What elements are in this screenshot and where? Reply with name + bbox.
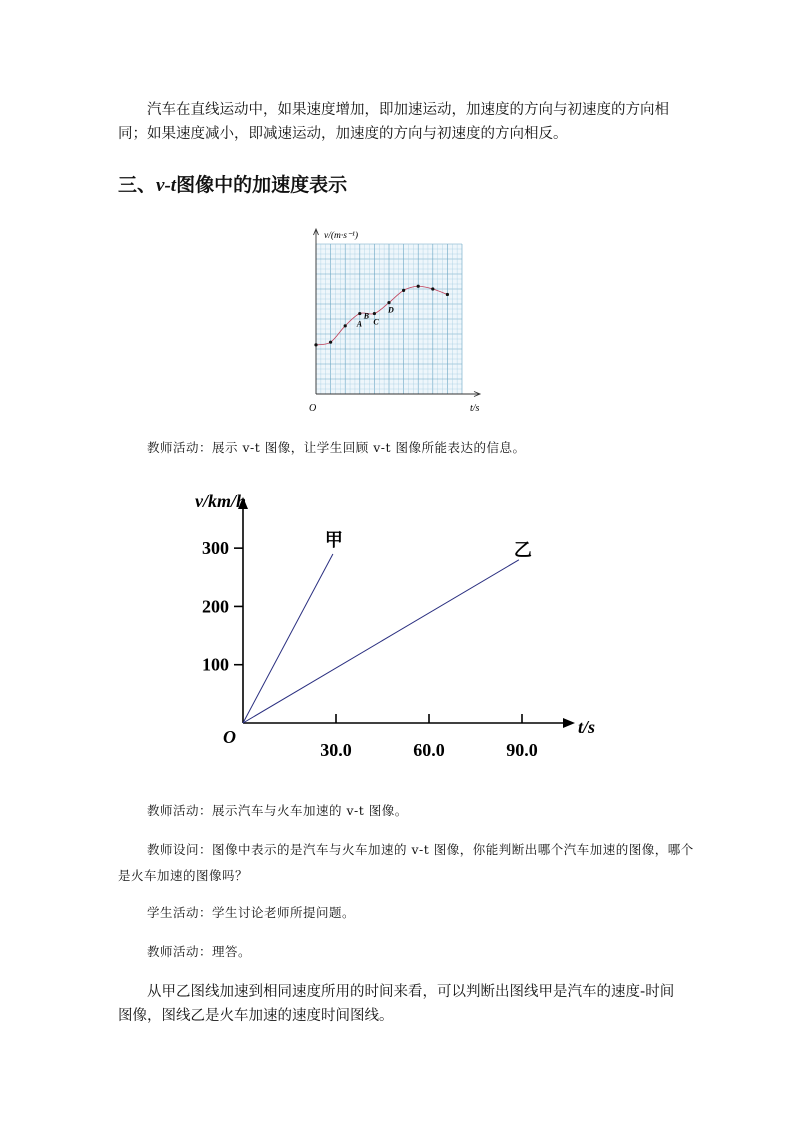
data-point [344,324,347,327]
data-point [431,287,434,290]
car-train-chart [190,485,610,775]
y-axis-label: v/km/h [195,491,247,511]
section-heading [118,170,347,197]
caption-2: 教师活动：展示汽车与火车加速的 v-t 图像。 [147,803,408,818]
data-point [417,285,420,288]
caption-1: 教师活动：展示 v-t 图像，让学生回顾 v-t 图像所能表达的信息。 [147,440,526,455]
point-label: B [363,311,370,321]
x-axis-label: t/s [578,717,596,737]
x-tick-label: 60.0 [413,740,445,760]
y-tick-label: 100 [202,654,229,675]
data-point [373,312,376,315]
x-tick-label: 90.0 [506,740,538,760]
series-label: 乙 [513,539,532,561]
x-axis-label: t/s [470,403,480,414]
data-point [314,343,317,346]
series-line [243,554,333,723]
teacher-question: 教师设问：图像中表示的是汽车与火车加速的 v-t 图像，你能判断出哪个汽车加速的图像，哪个是火车加速的图像吗？ [118,842,694,883]
teacher-answer: 教师活动：理答。 [147,944,252,959]
data-point [402,289,405,292]
point-label: D [388,305,394,315]
vt-grid-chart [300,222,500,418]
heading-prefix: 三、 [118,174,157,196]
y-tick-label: 200 [202,596,229,617]
origin-label: O [223,727,236,747]
point-label: C [373,317,379,327]
data-point [358,312,361,315]
data-point [446,293,449,296]
chart-axes [238,497,575,728]
series-label: 甲 [324,529,343,551]
x-tick-label: 30.0 [320,740,352,760]
data-point [387,301,390,304]
y-tick-label: 300 [202,538,229,559]
heading-suffix: 图像中的加速度表示 [176,174,348,196]
intro-paragraph: 汽车在直线运动中，如果速度增加，即加速运动，加速度的方向与初速度的方向相同；如果速度减小，即减速运动，加速度的方向与初速度的方向相反。 [118,102,669,142]
x-axis-arrow [563,718,575,728]
student-activity: 学生活动：学生讨论老师所提问题。 [147,905,356,920]
data-point [329,341,332,344]
heading-vt: v-t [156,175,177,196]
chart-grid [316,244,462,394]
origin-label: O [309,403,317,414]
series-line [243,560,519,723]
point-label: A [356,319,363,329]
conclusion-paragraph: 从甲乙图线加速到相同速度所用的时间来看，可以判断出图线甲是汽车的速度-时间图像，图线乙是火车加速的速度时间图线。 [118,984,675,1024]
y-axis-label: v/(m·s⁻¹) [324,231,358,241]
